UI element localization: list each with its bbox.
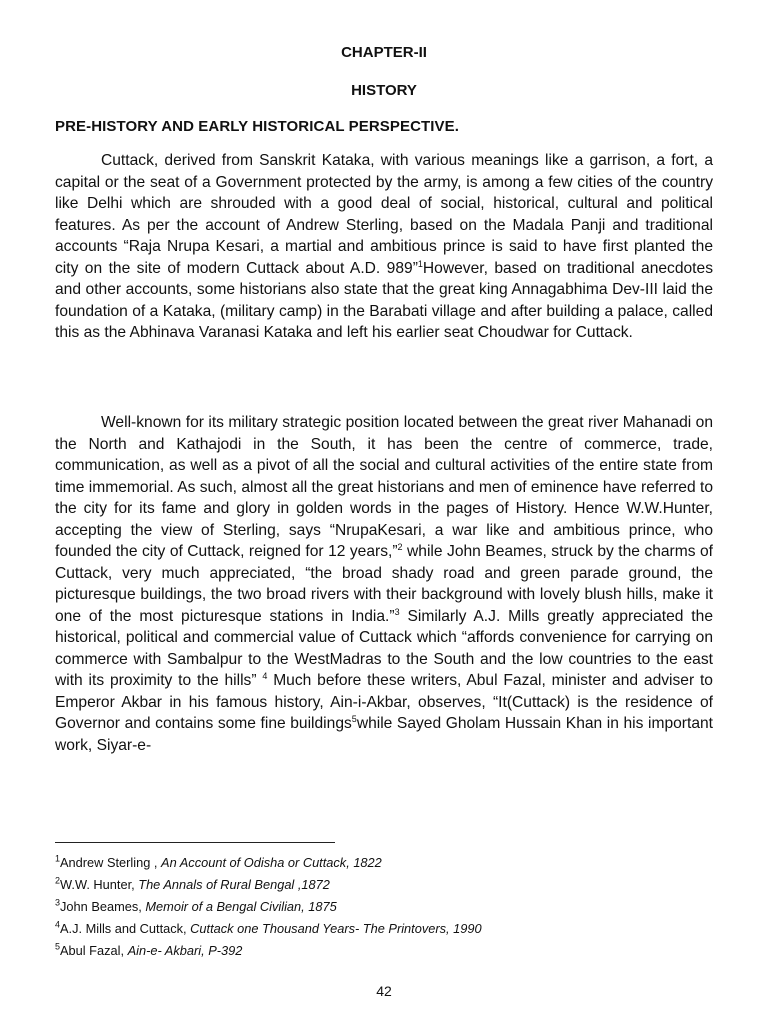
footnote-2	[55, 874, 713, 896]
footnote-ref-4: 4	[262, 670, 268, 681]
footnote-ref-5: 5	[351, 713, 357, 724]
paragraph-1	[55, 150, 713, 344]
footnote-1	[55, 852, 713, 874]
footnote-divider	[55, 842, 335, 843]
paragraph-2-text-d: Much before these writers, Abul Fazal, minister and adviser to Emperor Akbar in his famous history, Ain-i-Akbar, observes, “It(Cuttack) is the residence of Governor and contains some fine buildings	[55, 672, 713, 732]
footnote-ref-1: 1	[417, 258, 423, 269]
paragraph-2-text-a: Well-known for its military strategic position located between the great river Mahanadi on the North and Kathajodi in the South, it has been the centre of commerce, trade, communication, as well as a pivot of all the social and cultural activities of the entire state from time immemorial. As such, almost all the great historians and men of eminence have referred to the city for its fame and glory in golden words in the pages of History. Hence W.W.Hunter, accepting the view of Sterling, says “NrupaKesari, a war like and ambitious prince, who founded the city of Cuttack, reigned for 12 years,”	[55, 414, 713, 560]
footnote-2-work: The Annals of Rural Bengal ,1872	[138, 877, 330, 892]
footnote-ref-3: 3	[394, 606, 400, 617]
footnote-ref-2: 2	[397, 541, 403, 552]
footnote-5-work: Ain-e- Akbari, P-392	[127, 943, 243, 958]
chapter-label: CHAPTER-II	[341, 44, 427, 61]
footnote-1-number: 1	[55, 853, 61, 864]
footnote-4-work: Cuttack one Thousand Years- The Printovers, 1990	[190, 921, 482, 936]
footnote-4-number: 4	[55, 919, 61, 930]
paragraph-1-text-a: Cuttack, derived from Sanskrit Kataka, with various meanings like a garrison, a fort, a capital or the seat of a Government protected by the army, is among a few cities of the country like Delhi which are shrouded with a good deal of social, historical, cultural and political features. As per the account of Andrew Sterling, based on the Madala Panji and traditional accounts “Raja Nrupa Kesari, a martial and ambitious prince is said to have first planted the city on the site of modern Cuttack about A.D. 989”	[55, 152, 713, 277]
footnote-4	[55, 918, 713, 940]
footnote-5-author: Abul Fazal,	[60, 943, 128, 958]
section-heading: PRE-HISTORY AND EARLY HISTORICAL PERSPECTIVE.	[55, 118, 460, 135]
page-number: 42	[376, 983, 392, 999]
footnote-2-author: W.W. Hunter,	[60, 877, 139, 892]
footnote-3-number: 3	[55, 897, 61, 908]
footnote-1-work: An Account of Odisha or Cuttack, 1822	[161, 855, 382, 870]
footnote-3	[55, 896, 713, 918]
footnote-3-work: Memoir of a Bengal Civilian, 1875	[145, 899, 337, 914]
page-title: HISTORY	[351, 82, 417, 99]
footnotes	[55, 852, 713, 962]
footnote-4-author: A.J. Mills and Cuttack,	[60, 921, 191, 936]
footnote-5-number: 5	[55, 941, 61, 952]
footnote-5	[55, 940, 713, 962]
footnote-1-author: Andrew Sterling ,	[60, 855, 162, 870]
paragraph-2	[55, 412, 713, 756]
paragraph-1-text-b: However, based on traditional anecdotes and other accounts, some historians also state that the great king Annagabhima Dev-III laid the foundation of a Kataka, (military camp) in the Barabati village and after building a palace, called this as the Abhinava Varanasi Kataka and left his earlier seat Choudwar for Cuttack.	[55, 259, 713, 341]
footnote-2-number: 2	[55, 875, 61, 886]
paragraph-2-text-e: while Sayed Gholam Hussain Khan in his important work, Siyar-e-	[55, 715, 713, 754]
paragraph-2-text-c: Similarly A.J. Mills greatly appreciated the historical, political and commercial value of Cuttack which “affords convenience for carrying on commerce with Sambalpur to the WestMadras to the South and the low countries to the east with its proximity to the hills”	[55, 607, 713, 689]
paragraph-2-text-b: while John Beames, struck by the charms of Cuttack, very much appreciated, “the broad shady road and green parade ground, the picturesque buildings, the two broad rivers with their background with lovely blush hills, make it one of the most picturesque stations in India.”	[55, 543, 713, 625]
footnote-3-author: John Beames,	[60, 899, 146, 914]
